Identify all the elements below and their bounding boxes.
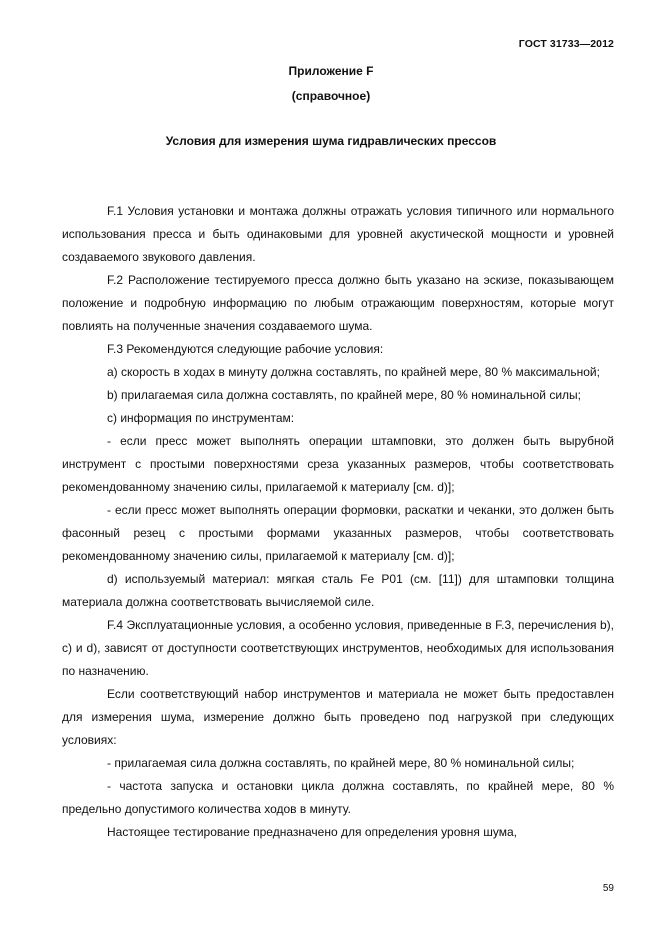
body-text bbox=[62, 200, 614, 844]
paragraph: F.2 Расположение тестируемого пресса должно быть указано на эскизе, показывающем положение и подробную информацию по любым отражающим поверхностям, которые могут повлиять на полученные значения создаваемого шума. bbox=[62, 273, 614, 333]
paragraph: - частота запуска и остановки цикла должна составлять, по крайней мере, 80 % предельно допустимого количества ходов в минуту. bbox=[62, 779, 614, 816]
standard-number: ГОСТ 31733—2012 bbox=[518, 38, 614, 50]
paragraph: - прилагаемая сила должна составлять, по крайней мере, 80 % номинальной силы; bbox=[107, 756, 575, 770]
paragraph: - если пресс может выполнять операции формовки, раскатки и чеканки, это должен быть фасонный резец с простыми формами указанных размеров, чтобы соответствовать рекомендованному значению силы, прилагаемой к материалу [см. d)]; bbox=[62, 503, 614, 563]
paragraph: F.1 Условия установки и монтажа должны отражать условия типичного или нормального использования пресса и быть одинаковыми для уровней акустической мощности и уровней создаваемого звукового давления. bbox=[62, 204, 614, 264]
paragraph: Если соответствующий набор инструментов и материала не может быть предоставлен для измерения шума, измерение должно быть проведено под нагрузкой при следующих условиях: bbox=[62, 687, 614, 747]
paragraph: b) прилагаемая сила должна составлять, по крайней мере, 80 % номинальной силы; bbox=[107, 388, 581, 402]
paragraph: Настоящее тестирование предназначено для определения уровня шума, bbox=[107, 825, 517, 839]
paragraph: - если пресс может выполнять операции штамповки, это должен быть вырубной инструмент с простыми поверхностями среза указанных размеров, чтобы соответствовать рекомендованному значению силы, прилагаемой к материалу [см. d)]; bbox=[62, 434, 614, 494]
paragraph: d) используемый материал: мягкая сталь Fe P01 (см. [11]) для штамповки толщина материала должна соответствовать вычисляемой силе. bbox=[62, 572, 614, 609]
page-number: 59 bbox=[602, 883, 614, 894]
paragraph: с) информация по инструментам: bbox=[107, 411, 295, 425]
section-heading: Условия для измерения шума гидравлических прессов bbox=[165, 134, 497, 148]
paragraph: F.4 Эксплуатационные условия, а особенно условия, приведенные в F.3, перечисления b), с) и d), зависят от доступности соответствующих инструментов, необходимых для использования по назначению. bbox=[62, 618, 614, 678]
paragraph: F.3 Рекомендуются следующие рабочие условия: bbox=[107, 342, 384, 356]
annex-kind: (справочное) bbox=[291, 89, 371, 103]
paragraph: а) скорость в ходах в минуту должна составлять, по крайней мере, 80 % максимальной; bbox=[107, 365, 600, 379]
annex-title: Приложение F bbox=[288, 64, 374, 78]
